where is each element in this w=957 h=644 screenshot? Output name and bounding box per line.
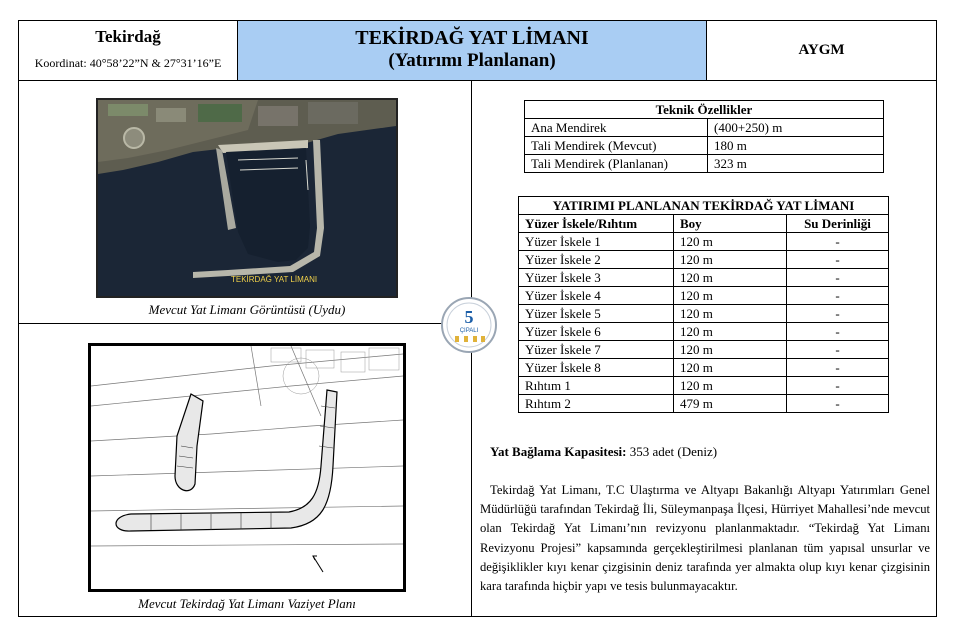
dock-depth: - xyxy=(787,395,889,413)
dock-depth: - xyxy=(787,323,889,341)
dock-depth: - xyxy=(787,341,889,359)
badge-number: 5 xyxy=(464,307,474,327)
dock-depth: - xyxy=(787,233,889,251)
dock-length: 120 m xyxy=(674,287,787,305)
dock-depth: - xyxy=(787,377,889,395)
dock-depth: - xyxy=(787,251,889,269)
dock-name: Yüzer İskele 3 xyxy=(519,269,674,287)
site-plan xyxy=(88,343,406,592)
tech-specs-table xyxy=(524,100,884,173)
dock-depth: - xyxy=(787,287,889,305)
spec-value: (400+250) m xyxy=(708,119,884,137)
docks-table xyxy=(518,196,889,413)
anchor-badge-icon xyxy=(440,296,498,354)
satellite-image xyxy=(98,100,396,296)
tech-specs-title: Teknik Özellikler xyxy=(525,101,884,119)
city-name: Tekirdağ xyxy=(95,27,161,46)
table-row xyxy=(519,341,889,359)
dock-name: Rıhtım 1 xyxy=(519,377,674,395)
table-row xyxy=(519,233,889,251)
dock-name: Yüzer İskele 2 xyxy=(519,251,674,269)
mooring-capacity xyxy=(490,444,717,460)
dock-name: Yüzer İskele 4 xyxy=(519,287,674,305)
docks-header-depth: Su Derinliği xyxy=(787,215,889,233)
dock-name: Yüzer İskele 7 xyxy=(519,341,674,359)
dock-length: 120 m xyxy=(674,269,787,287)
spec-value: 180 m xyxy=(708,137,884,155)
dock-length: 120 m xyxy=(674,341,787,359)
table-row xyxy=(525,155,884,173)
dock-length: 120 m xyxy=(674,305,787,323)
satellite-label: TEKİRDAĞ YAT LİMANI xyxy=(231,275,318,284)
dock-name: Yüzer İskele 5 xyxy=(519,305,674,323)
dock-name: Rıhtım 2 xyxy=(519,395,674,413)
dock-depth: - xyxy=(787,269,889,287)
dock-length: 120 m xyxy=(674,251,787,269)
header-title-box xyxy=(237,20,707,81)
agency-name: AYGM xyxy=(706,20,937,81)
table-row xyxy=(519,251,889,269)
docks-header-length: Boy xyxy=(674,215,787,233)
page-title: TEKİRDAĞ YAT LİMANI xyxy=(355,27,589,49)
spec-name: Tali Mendirek (Mevcut) xyxy=(525,137,708,155)
dock-length: 120 m xyxy=(674,233,787,251)
capacity-value: 353 adet (Deniz) xyxy=(629,444,718,459)
table-row xyxy=(519,287,889,305)
dock-depth: - xyxy=(787,305,889,323)
table-row xyxy=(525,137,884,155)
table-row xyxy=(519,359,889,377)
satellite-caption: Mevcut Yat Limanı Görüntüsü (Uydu) xyxy=(148,302,346,317)
table-row xyxy=(519,305,889,323)
dock-name: Yüzer İskele 6 xyxy=(519,323,674,341)
spec-name: Tali Mendirek (Planlanan) xyxy=(525,155,708,173)
header-location xyxy=(18,20,238,81)
dock-length: 479 m xyxy=(674,395,787,413)
dock-depth: - xyxy=(787,359,889,377)
table-row xyxy=(525,119,884,137)
dock-length: 120 m xyxy=(674,377,787,395)
spec-name: Ana Mendirek xyxy=(525,119,708,137)
dock-length: 120 m xyxy=(674,359,787,377)
table-row xyxy=(519,377,889,395)
capacity-label: Yat Bağlama Kapasitesi: xyxy=(490,444,627,459)
badge-text: ÇIPALI xyxy=(459,328,479,334)
dock-length: 120 m xyxy=(674,323,787,341)
site-plan-drawing xyxy=(91,346,403,589)
page-subtitle: (Yatırımı Planlanan) xyxy=(388,50,556,71)
table-row xyxy=(519,269,889,287)
coordinates: Koordinat: 40°58’22”N & 27°31’16”E xyxy=(34,56,222,70)
docks-header-name: Yüzer İskele/Rıhtım xyxy=(519,215,674,233)
docks-title: YATIRIMI PLANLANAN TEKİRDAĞ YAT LİMANI xyxy=(519,197,889,215)
description-paragraph: Tekirdağ Yat Limanı, T.C Ulaştırma ve Altyapı Bakanlığı Altyapı Yatırımları Genel Müdürlüğü tarafından Tekirdağ İli, Süleymanpaşa İlçesi, Hürriyet Mahallesi’nde mevcut olan Tekirdağ Yat Limanı’nın revizyonu planlanmaktadır. “Tekirdağ Yat Limanı Revizyonu Projesi” kapsamında gerçekleştirilmesi planlanan tüm yapısal unsurlar ve değişiklikler kıyı kenar çizgisinin deniz tarafında yer almakta olup kıyı kenar çizgisinin kara tarafında hiçbir yapı ve tesis bulunmayacaktır. xyxy=(480,483,930,594)
dock-name: Yüzer İskele 8 xyxy=(519,359,674,377)
table-row xyxy=(519,395,889,413)
spec-value: 323 m xyxy=(708,155,884,173)
dock-name: Yüzer İskele 1 xyxy=(519,233,674,251)
row-divider xyxy=(18,323,472,324)
site-plan-caption: Mevcut Tekirdağ Yat Limanı Vaziyet Planı xyxy=(138,596,356,611)
table-row xyxy=(519,323,889,341)
